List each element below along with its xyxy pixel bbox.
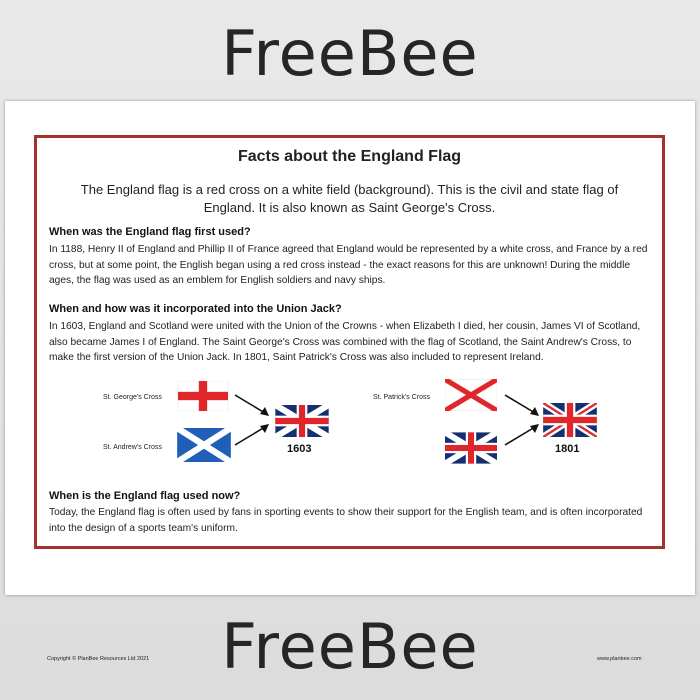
- section-2-answer: In 1603, England and Scotland were united with the Union of the Crowns - when Elizabeth I died, her cousin, James VI of Scotland, also became James I of England. The Saint George's Cross was combined with the flag of Scotland, the Saint Andrew's Cross, to make the first version of the Union Jack. In 1801, Saint Patrick's Cross was also included to represent Ireland.: [49, 321, 641, 363]
- intro-text: The England flag is a red cross on a white field (background). This is the civil and state flag of England. It is also known as Saint George's Cross.: [80, 182, 619, 215]
- section-1-question: When was the England flag first used?: [49, 226, 251, 238]
- st-andrew-label: St. Andrew's Cross: [103, 444, 162, 451]
- fact-sheet-frame: [34, 135, 665, 549]
- website-footer: www.planbee.com: [597, 656, 642, 662]
- year-1603: 1603: [287, 443, 312, 455]
- st-andrew-flag-icon: [177, 428, 231, 462]
- section-3-question: When is the England flag used now?: [49, 490, 241, 502]
- copyright-footer: Copyright © PlanBee Resources Ltd 2021: [47, 656, 150, 662]
- year-1801: 1801: [555, 443, 580, 455]
- union-jack-1801-icon: [543, 403, 597, 437]
- union-jack-1603-icon: [275, 405, 329, 437]
- st-george-flag-icon: [177, 381, 229, 411]
- union-jack-1603-source-icon: [445, 432, 497, 464]
- arrow-icon: [233, 392, 271, 418]
- section-1-answer: In 1188, Henry II of England and Phillip II of France agreed that England would be represented by a white cross, and France by a red cross, but at some point, the English began using a red cross instead - the exact reasons for this are unknown! During the middle ages, the flag was used as an emblem for English soldiers and navy ships.: [49, 244, 648, 286]
- banner-top-title: FreeBee: [221, 17, 479, 90]
- arrow-icon: [503, 422, 541, 448]
- section-3-answer: Today, the England flag is often used by fans in sporting events to show their support for the English team, and is often incorporated into the design of a sports team's uniform.: [49, 507, 643, 534]
- st-patrick-flag-icon: [445, 379, 497, 411]
- banner-bottom-title: FreeBee: [221, 610, 479, 683]
- arrow-icon: [503, 392, 541, 418]
- section-2-question: When and how was it incorporated into the Union Jack?: [49, 303, 342, 315]
- st-patrick-label: St. Patrick's Cross: [373, 394, 430, 401]
- st-george-label: St. George's Cross: [103, 394, 162, 401]
- page-title: Facts about the England Flag: [237, 148, 462, 165]
- arrow-icon: [233, 422, 271, 448]
